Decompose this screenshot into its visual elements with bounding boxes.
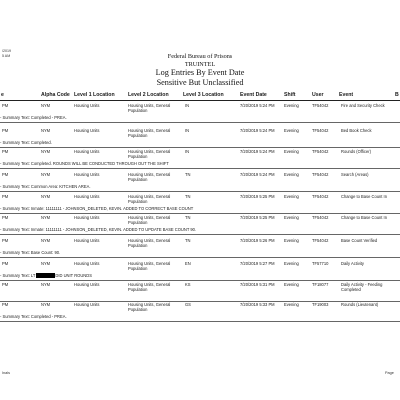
row-shift: Evening xyxy=(284,149,299,154)
redaction-box xyxy=(36,273,55,278)
row-level2: Housing Units, General Population xyxy=(128,215,171,225)
row-time: PM xyxy=(2,128,9,133)
row-level2: Housing Units, General Population xyxy=(128,282,171,292)
row-level3: TN xyxy=(185,238,191,243)
row-alpha-code: NYM xyxy=(41,215,51,220)
row-shift: Evening xyxy=(284,261,299,266)
col-level3-location: Level 3 Location xyxy=(183,92,224,98)
row-divider xyxy=(0,191,400,192)
row-shift: Evening xyxy=(284,215,299,220)
row-divider xyxy=(0,168,400,169)
row-event-date: 7/20/2019 5:31 PM xyxy=(240,282,275,287)
row-level2: Housing Units, General Population xyxy=(128,103,171,113)
row-time: PM xyxy=(2,215,9,220)
row-divider xyxy=(0,234,400,235)
row-summary: - Summary Text: Completed. ROUNDS WILL BE CONDUCTED THROUGH OUT THE SHIFT xyxy=(0,161,169,166)
row-level1: Housing Units xyxy=(74,103,100,108)
row-level3: TN xyxy=(185,215,191,220)
row-summary: - Summary Text: Inmate: 11111111 - JOHNSON_DELETED, KEVIN. ADDED TO CORRECT BASE COUNT xyxy=(0,206,194,211)
row-summary: - Summary Text: Common Area: KITCHEN AREA. xyxy=(0,184,91,189)
row-divider xyxy=(0,147,400,148)
row-time: PM xyxy=(2,194,9,199)
row-event-date: 7/20/2019 5:25 PM xyxy=(240,215,275,220)
row-alpha-code: NYM xyxy=(41,261,51,266)
row-alpha-code: NYM xyxy=(41,149,51,154)
row-level3: IN xyxy=(185,128,190,133)
row-user: TF54042 xyxy=(312,215,329,220)
row-event: Daily Activity xyxy=(341,261,364,266)
row-alpha-code: NYM xyxy=(41,238,51,243)
row-event-date: 7/20/2019 5:26 PM xyxy=(240,238,275,243)
row-time: PM xyxy=(2,282,9,287)
row-level1: Housing Units xyxy=(74,149,100,154)
row-divider xyxy=(0,321,400,322)
print-date: /2019 xyxy=(2,49,11,53)
row-level1: Housing Units xyxy=(74,128,100,133)
row-divider xyxy=(0,122,400,123)
row-event-date: 7/20/2019 5:27 PM xyxy=(240,261,275,266)
row-shift: Evening xyxy=(284,172,299,177)
row-level3: EN xyxy=(185,261,191,266)
row-summary: - Summary Text: Base Count: 90. xyxy=(0,250,61,255)
row-event: Search (Areas) xyxy=(341,172,369,177)
row-user: TF54042 xyxy=(312,238,329,243)
row-level2: Housing Units, General Population xyxy=(128,128,171,138)
row-user: TF54042 xyxy=(312,149,329,154)
facility-name: TRUINTEL xyxy=(184,61,216,68)
summary-text: DID UNIT ROUNDS xyxy=(55,273,92,278)
col-event: Event xyxy=(339,92,354,98)
row-user: TF18077 xyxy=(312,282,329,287)
row-time: PM xyxy=(2,172,9,177)
row-level2: Housing Units, General Population xyxy=(128,302,171,312)
row-time: PM xyxy=(2,261,9,266)
row-divider xyxy=(0,213,400,214)
col-alpha-code: Alpha Code xyxy=(41,92,70,98)
row-summary xyxy=(0,273,92,278)
row-user: TF19003 xyxy=(312,302,329,307)
row-summary: - Summary Text: Inmate: 11111111 - JOHNSON_DELETED, KEVIN. ADDED TO UPDATE BASE COUNT 90. xyxy=(0,227,197,232)
row-summary: - Summary Text: Completed. xyxy=(0,140,52,145)
col-level2-location: Level 2 Location xyxy=(128,92,169,98)
row-time: PM xyxy=(2,103,9,108)
row-event-date: 7/20/2019 5:24 PM xyxy=(240,103,275,108)
row-level1: Housing Units xyxy=(74,302,100,307)
print-time: 5 AM xyxy=(2,54,11,58)
row-shift: Evening xyxy=(284,302,299,307)
row-summary: - Summary Text: Completed - PREA. xyxy=(0,115,67,120)
row-level3: KS xyxy=(185,282,191,287)
row-alpha-code: NYM xyxy=(41,302,51,307)
row-level1: Housing Units xyxy=(74,238,100,243)
agency-title: Federal Bureau of Prisons xyxy=(167,53,233,60)
row-event: Bed Book Check xyxy=(341,128,372,133)
row-divider xyxy=(0,257,400,258)
row-event: Change to Base Count In xyxy=(341,194,387,199)
row-alpha-code: NYM xyxy=(41,103,51,108)
row-level3: IN xyxy=(185,103,190,108)
row-level1: Housing Units xyxy=(74,282,100,287)
row-level3: TN xyxy=(185,194,191,199)
footer-page: Page xyxy=(385,371,394,375)
report-title: Log Entries By Event Date xyxy=(155,68,245,77)
row-alpha-code: NYM xyxy=(41,282,51,287)
col-b: B xyxy=(395,92,399,98)
col-event-date: Event Date xyxy=(240,92,267,98)
row-event: Change to Base Count In xyxy=(341,215,387,220)
row-user: TF54042 xyxy=(312,103,329,108)
row-level3: TN xyxy=(185,172,191,177)
row-divider xyxy=(0,280,400,281)
row-event-date: 7/20/2019 5:25 PM xyxy=(240,194,275,199)
row-event: Rounds (Lieutenant) xyxy=(341,302,379,307)
row-level2: Housing Units, General Population xyxy=(128,149,171,159)
row-user: TF54042 xyxy=(312,194,329,199)
row-level3: IN xyxy=(185,149,190,154)
summary-text: - Summary Text: LT xyxy=(0,273,36,278)
row-alpha-code: NYM xyxy=(41,194,51,199)
row-event-date: 7/20/2019 5:24 PM xyxy=(240,128,275,133)
row-event-date: 7/20/2019 5:24 PM xyxy=(240,172,275,177)
row-event: Rounds (Officer) xyxy=(341,149,371,154)
row-level1: Housing Units xyxy=(74,194,100,199)
row-shift: Evening xyxy=(284,238,299,243)
row-level1: Housing Units xyxy=(74,172,100,177)
row-shift: Evening xyxy=(284,282,299,287)
row-level2: Housing Units, General Population xyxy=(128,261,171,271)
row-event: Fire and Security Check xyxy=(341,103,385,108)
row-event-date: 7/20/2019 5:33 PM xyxy=(240,302,275,307)
row-level2: Housing Units, General Population xyxy=(128,194,171,204)
row-level2: Housing Units, General Population xyxy=(128,238,171,248)
col-time: e xyxy=(1,92,4,98)
row-shift: Evening xyxy=(284,103,299,108)
row-divider xyxy=(0,301,400,302)
row-time: PM xyxy=(2,302,9,307)
row-shift: Evening xyxy=(284,128,299,133)
row-shift: Evening xyxy=(284,194,299,199)
row-level1: Housing Units xyxy=(74,261,100,266)
row-summary: - Summary Text: Completed - PREA. xyxy=(0,314,67,319)
header-rule xyxy=(0,100,400,101)
row-alpha-code: NYM xyxy=(41,172,51,177)
row-level3: GS xyxy=(185,302,191,307)
col-user: User xyxy=(312,92,324,98)
classification-label: Sensitive But Unclassified xyxy=(156,78,244,87)
row-level1: Housing Units xyxy=(74,215,100,220)
row-time: PM xyxy=(2,238,9,243)
row-user: TF54042 xyxy=(312,128,329,133)
row-event: Base Count Verified xyxy=(341,238,378,243)
row-user: TF54042 xyxy=(312,172,329,177)
col-shift: Shift xyxy=(284,92,296,98)
row-level2: Housing Units, General Population xyxy=(128,172,171,182)
row-alpha-code: NYM xyxy=(41,128,51,133)
row-event-date: 7/20/2019 5:24 PM xyxy=(240,149,275,154)
row-user: TF57710 xyxy=(312,261,329,266)
footer-left: Inals xyxy=(2,371,11,375)
col-level1-location: Level 1 Location xyxy=(74,92,115,98)
row-time: PM xyxy=(2,149,9,154)
row-event: Daily Activity - Feeding Completed xyxy=(341,282,383,292)
